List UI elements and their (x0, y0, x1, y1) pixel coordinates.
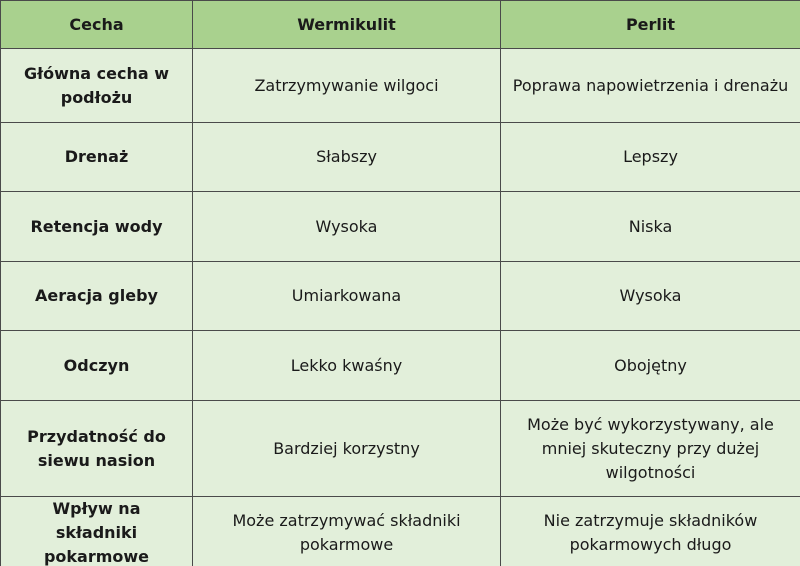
header-perlit: Perlit (501, 1, 800, 49)
perlit-cell: Poprawa napowietrzenia i drenażu (501, 49, 800, 123)
table-body (1, 49, 800, 566)
feature-cell: Wpływ na składniki pokarmowe (1, 497, 193, 566)
perlit-cell: Może być wykorzystywany, ale mniej skuteczny przy dużej wilgotności (501, 401, 800, 497)
feature-cell: Retencja wody (1, 192, 193, 262)
wermikulit-cell: Zatrzymywanie wilgoci (193, 49, 501, 123)
table-row (1, 497, 800, 566)
feature-cell: Przydatność do siewu nasion (1, 401, 193, 497)
feature-cell: Odczyn (1, 331, 193, 401)
wermikulit-cell: Może zatrzymywać składniki pokarmowe (193, 497, 501, 566)
table-row (1, 192, 800, 262)
perlit-cell: Wysoka (501, 262, 800, 331)
table-row (1, 262, 800, 331)
wermikulit-cell: Słabszy (193, 123, 501, 192)
wermikulit-cell: Wysoka (193, 192, 501, 262)
table-row (1, 331, 800, 401)
table-header (1, 1, 800, 49)
feature-cell: Aeracja gleby (1, 262, 193, 331)
table-row (1, 401, 800, 497)
table-row (1, 123, 800, 192)
wermikulit-cell: Lekko kwaśny (193, 331, 501, 401)
table-row (1, 49, 800, 123)
feature-cell: Drenaż (1, 123, 193, 192)
wermikulit-cell: Umiarkowana (193, 262, 501, 331)
perlit-cell: Niska (501, 192, 800, 262)
perlit-cell: Obojętny (501, 331, 800, 401)
header-row (1, 1, 800, 49)
wermikulit-cell: Bardziej korzystny (193, 401, 501, 497)
header-wermikulit: Wermikulit (193, 1, 501, 49)
perlit-cell: Lepszy (501, 123, 800, 192)
header-cecha: Cecha (1, 1, 193, 49)
feature-cell: Główna cecha w podłożu (1, 49, 193, 123)
perlit-cell: Nie zatrzymuje składników pokarmowych długo (501, 497, 800, 566)
